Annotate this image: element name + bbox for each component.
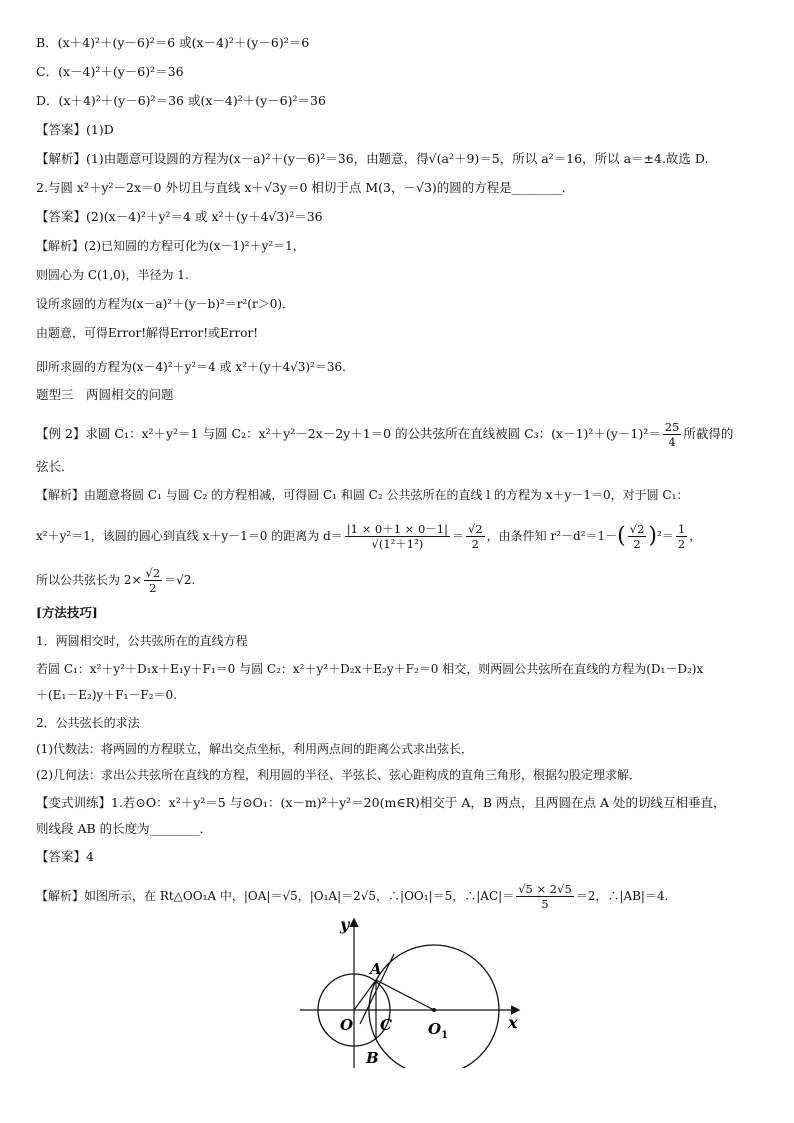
analysis-1: 【解析】(1)由题意可设圆的方程为(x－a)²＋(y－6)²＝36，由题意，得√(a²＋9)＝5，所以 a²＝16，所以 a＝±4.故选 D. xyxy=(36,151,709,166)
label-c: C xyxy=(380,1016,392,1034)
label-o: O xyxy=(340,1016,354,1034)
option-b: B．(x＋4)²＋(y－6)²＝6 或(x－4)²＋(y－6)²＝6 xyxy=(36,35,310,50)
variant-1-line-1: 【变式训练】1.若⊙O：x²＋y²＝5 与⊙O₁：(x－m)²＋y²＝20(m∈R)相交于 A，B 两点，且两圆在点 A 处的切线互相垂直， xyxy=(36,795,726,810)
example-2-line-2: 弦长． xyxy=(36,459,74,474)
method-2-detail-1: (1)代数法：将两圆的方程联立，解出交点坐标，利用两点间的距离公式求出弦长． xyxy=(36,742,474,756)
fraction-ac: $\frac{√5 \times 2√5}{5}$ xyxy=(518,882,572,911)
label-o1: $O_1$ xyxy=(428,1020,449,1041)
analysis-2-line-1: 【解析】(2)已知圆的方程可化为(x－1)²＋y²＝1， xyxy=(36,239,305,253)
option-d: D．(x＋4)²＋(y－6)²＝36 或(x－4)²＋(y－6)²＝36 xyxy=(36,93,326,108)
answer-4: 【答案】4 xyxy=(36,849,94,864)
fraction-root2-over-2-b: $\frac{√2}{2}$ xyxy=(629,522,645,551)
method-2-detail-2: (2)几何法：求出公共弦所在直线的方程，利用圆的半径、半弦长、弦心距构成的直角三角形，根据勾股定理求解． xyxy=(36,768,642,782)
analysis-2-line-4: 由题意，可得Error!解得Error!或Error! xyxy=(36,326,259,340)
question-2: 2.与圆 x²＋y²－2x＝0 外切且与直线 x＋√3y＝0 相切于点 M(3，－√3)的圆的方程是________． xyxy=(36,180,575,195)
label-y: y xyxy=(340,915,350,934)
fraction-one-half: $\frac{1}{2}$ xyxy=(677,522,686,551)
analysis-3-line-1: 【解析】由题意将圆 C₁ 与圆 C₂ 的方程相减，可得圆 C₁ 和圆 C₂ 公共弦所在的直线 l 的方程为 x＋y－1＝0，对于圆 C₁： xyxy=(36,488,689,502)
fraction-root2-over-2: $\frac{√2}{2}$ xyxy=(468,522,483,551)
answer-2: 【答案】(2)(x－4)²＋y²＝4 或 x²＋(y＋4√3)²＝36 xyxy=(36,209,323,224)
method-1-detail-1: 若圆 C₁：x²＋y²＋D₁x＋E₁y＋F₁＝0 与圆 C₂：x²＋y²＋D₂x＋E₂y＋F₂＝0 相交，则两圆公共弦所在直线的方程为(D₁－D₂)x xyxy=(36,662,704,676)
method-heading: [方法技巧] xyxy=(36,605,98,620)
segment-ao1 xyxy=(376,980,434,1010)
method-1: 1．两圆相交时，公共弦所在的直线方程 xyxy=(36,634,248,648)
label-x: x xyxy=(508,1013,518,1032)
analysis-2-line-5: 即所求圆的方程为(x－4)²＋y²＝4 或 x²＋(y＋4√3)²＝36. xyxy=(36,360,346,374)
analysis-3-line-3: 所以公共弦长为 2× $\frac{√2}{2}$ ＝√2. xyxy=(36,566,196,595)
analysis-2-line-3: 设所求圆的方程为(x－a)²＋(y－b)²＝r²(r＞0)． xyxy=(36,297,295,311)
analysis-2-line-2: 则圆心为 C(1,0)，半径为 1. xyxy=(36,268,189,282)
analysis-4: 【解析】如图所示，在 Rt△OO₁A 中，|OA|＝√5，|O₁A|＝2√5，∴|OO₁|＝5，∴|AC|＝ $\frac{√5 \times 2√5}{5}$ ＝2，∴|AB|＝4. xyxy=(36,882,669,911)
fraction-25-4: $\frac{25}{4}$ xyxy=(664,420,680,449)
option-c: C．(x－4)²＋(y－6)²＝36 xyxy=(36,64,184,79)
fraction-root2-over-2-c: $\frac{√2}{2}$ xyxy=(145,566,161,595)
answer-1: 【答案】(1)D xyxy=(36,122,114,137)
analysis-3-line-2: x²＋y²＝1，该圆的圆心到直线 x＋y－1＝0 的距离为 d＝ $\frac{|1 \times 0+1 \times 0-1|}{\text{√(1²＋1²)}}$ ＝ $\frac{√2}{2}$ ，由条件知 r²－d²＝1－( $\frac{√2}{2}$ )²＝ $\frac{1}{2}$ ， xyxy=(36,522,702,551)
variant-1-line-2: 则线段 AB 的长度为________． xyxy=(36,821,213,836)
two-circles-figure xyxy=(296,908,536,1068)
label-b: B xyxy=(366,1049,379,1067)
method-1-detail-2: ＋(E₁－E₂)y＋F₁－F₂＝0. xyxy=(36,688,178,702)
method-2: 2．公共弦长的求法 xyxy=(36,716,140,730)
example-2-line-1: 【例 2】求圆 C₁：x²＋y²＝1 与圆 C₂：x²＋y²－2x－2y＋1＝0 的公共弦所在直线被圆 C₃：(x－1)²＋(y－1)²＝ $\frac{25}{4}$ 所截得的 xyxy=(36,420,734,449)
circle-o1 xyxy=(369,945,499,1068)
label-a: A xyxy=(370,960,382,978)
topic-3-heading: 题型三 两圆相交的问题 xyxy=(36,387,174,402)
segment-oa xyxy=(354,980,376,1010)
center-o1-dot xyxy=(432,1008,436,1012)
fraction-distance: $\frac{|1 \times 0+1 \times 0-1|}{\text{√(1²＋1²)}}$ xyxy=(346,522,448,551)
